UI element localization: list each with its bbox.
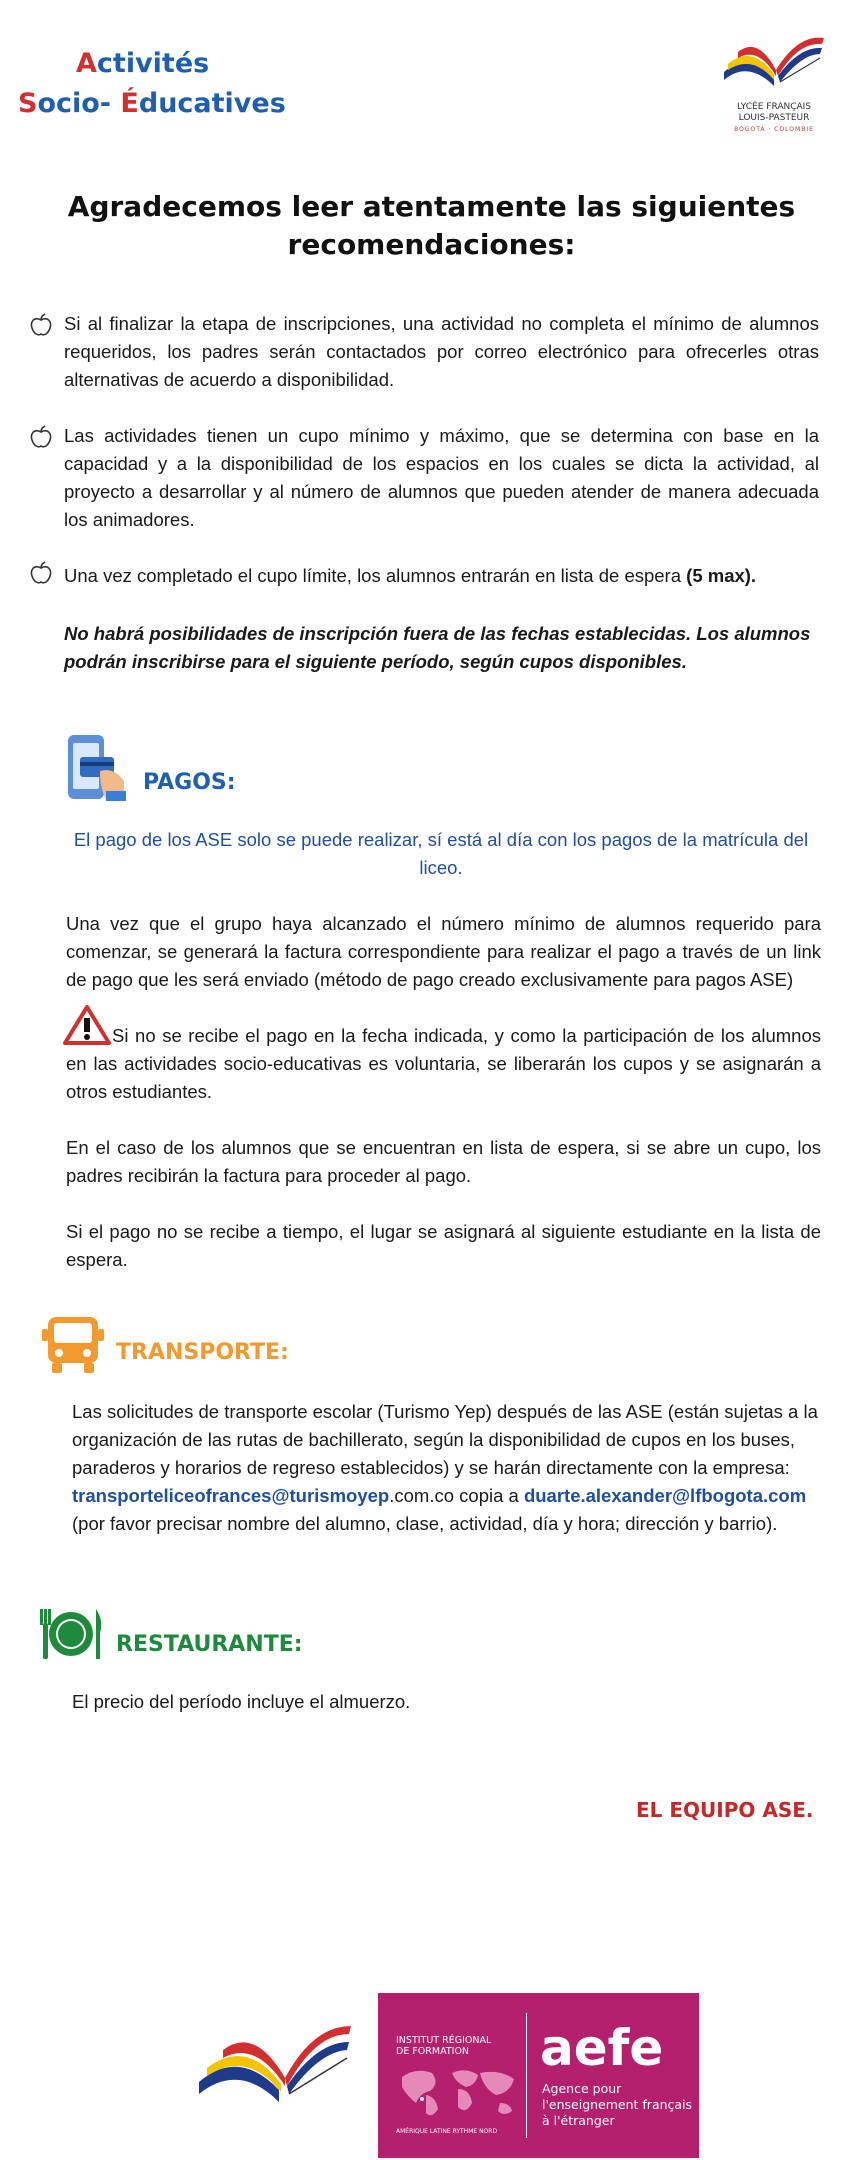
school-name-1: LYCÉE FRANÇAIS [736,102,812,112]
pagos-paragraph-4: Si el pago no se recibe a tiempo, el lugar se asignará al siguiente estudiante en la lista de espera. [66,1221,821,1270]
divider [526,2013,527,2138]
restaurante-title: RESTAURANTE: [116,1632,303,1657]
transporte-text: Las solicitudes de transporte escolar (Turismo Yep) después de las ASE (están sujetas a la organización de las rutas de bachillerato, según la disponibilidad de cupos en los buses, paraderos y horarios de regreso establecidos) y se harán directamente con la empresa: transporteliceofrances@turismoyep.com.co copia a duarte.alexander@lfbogota.com (por favor precisar nombre del alumno, clase, actividad, día y hora; dirección y barrio). [72,1401,818,1534]
waitlist-text: Una vez completado el cupo límite, los alumnos entrarán en lista de espera (5 max). [64,565,757,586]
contact-email-link[interactable]: duarte.alexander@lfbogota.com [523,1485,807,1506]
plate-cutlery-icon [36,1605,106,1663]
pagos-note: El pago de los ASE solo se puede realizar, sí está al día con los pagos de la matrícula del liceo. [73,829,809,878]
institut-line-1: INSTITUT RÉGIONAL [396,2035,492,2046]
bus-icon [42,1313,104,1375]
apple-bullet-icon [28,312,54,338]
school-city: BOGOTÁ · COLOMBIE [734,126,814,133]
transporte-title: TRANSPORTE: [116,1340,289,1365]
book-logo-icon [718,30,830,100]
no-inscription-note: No habrá posibilidades de inscripción fuera de las fechas establecidas. Los alumnos podrán inscribirse para el siguiente período, según cupos disponibles. [64,623,811,672]
signature: EL EQUIPO ASE. [636,1798,814,1822]
school-logo [718,30,830,140]
world-map-icon [396,2063,520,2123]
region-label: AMÉRIQUE LATINE RYTHME NORD [396,2128,498,2135]
school-name-2: LOUIS-PASTEUR [738,113,810,123]
apple-bullet-icon [28,560,54,586]
pagos-paragraph-3: En el caso de los alumnos que se encuentran en lista de espera, si se abre un cupo, los padres recibirán la factura para proceder al pago. [66,1137,821,1186]
transport-email-link[interactable]: transporteliceofrances@turismoyep [72,1485,390,1506]
restaurante-text: El precio del período incluye el almuerzo. [72,1691,411,1712]
pagos-paragraph-1: Una vez que el grupo haya alcanzado el número mínimo de alumnos requerido para comenzar, se generará la factura correspondiente para realizar el pago a través de un link de pago que les será enviado (método de pago creado exclusivamente para pagos ASE) [66,913,821,990]
aefe-logo: aefe [540,2019,664,2077]
page-title: Agradecemos leer atentamente las siguientes recomendaciones: [67,190,796,261]
pagos-title: PAGOS: [143,770,236,795]
recommendation-1: Si al finalizar la etapa de inscripciones, una actividad no completa el mínimo de alumnos requeridos, los padres serán contactados por correo electrónico para ofrecerles otras alternativas de acuerdo a disponibilidad. [64,313,819,390]
apple-bullet-icon [28,424,54,450]
brand-title: Activités Socio- Éducatives [18,48,286,119]
payment-phone-icon [66,733,128,803]
aefe-agency: Agence pour l'enseignement français à l'étranger [542,2081,693,2128]
pagos-warning: Si no se recibe el pago en la fecha indicada, y como la participación de los alumnos en las actividades socio-educativas es voluntaria, se liberarán los cupos y se asignarán a otros estudiantes. [66,1025,821,1102]
aefe-banner [378,1993,699,2158]
institut-line-2: DE FORMATION [396,2046,470,2057]
recommendation-2: Las actividades tienen un cupo mínimo y máximo, que se determina con base en la capacidad y a la disponibilidad de los espacios en los cuales se dicta la actividad, al proyecto a desarrollar y al número de alumnos que pueden atender de manera adecuada los animadores. [64,425,819,530]
book-logo-icon [195,2018,355,2110]
